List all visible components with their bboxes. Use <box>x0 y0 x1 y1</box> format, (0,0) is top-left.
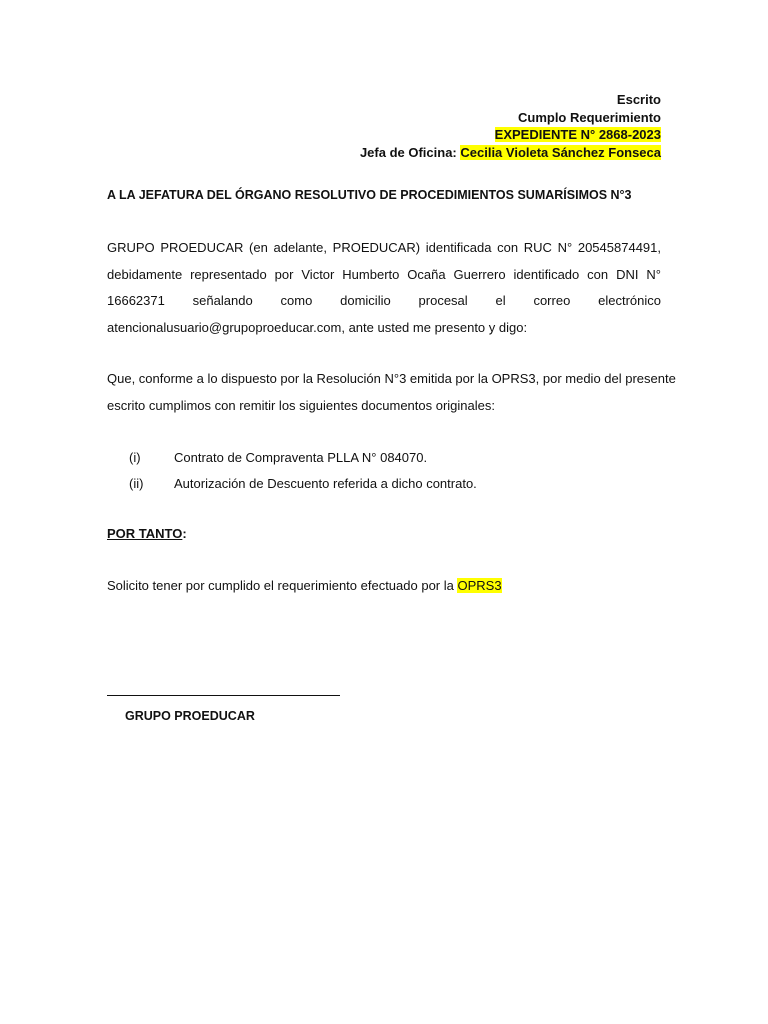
signature-line <box>107 695 340 696</box>
document-subject: Cumplo Requerimiento <box>517 109 661 125</box>
intro-line-3: 16662371 señalando como domicilio procesal el correo electrónico <box>107 293 661 308</box>
intro-line-2: debidamente representado por Victor Humberto Ocaña Guerrero identificado con DNI N° <box>107 266 661 282</box>
office-head-label: Jefa de Oficina: <box>359 144 461 160</box>
list-item <box>129 471 477 497</box>
list-item-text: Contrato de Compraventa PLLA N° 084070. <box>174 450 428 465</box>
por-tanto-heading <box>107 526 187 541</box>
request-text: Solicito tener por cumplido el requerimiento efectuado por la <box>107 578 458 593</box>
request-line <box>107 578 502 593</box>
documents-list <box>129 445 477 496</box>
intro-line-1: GRUPO PROEDUCAR (en adelante, PROEDUCAR) identificada con RUC N° 20545874491, <box>107 240 661 255</box>
signature-name: GRUPO PROEDUCAR <box>125 709 255 723</box>
document-header <box>360 91 661 161</box>
office-head-name: Cecilia Violeta Sánchez Fonseca <box>460 144 661 160</box>
case-number-line <box>360 126 661 144</box>
intro-paragraph <box>107 235 661 341</box>
list-item-text: Autorización de Descuento referida a dicho contrato. <box>174 475 477 491</box>
addressee: A LA JEFATURA DEL ÓRGANO RESOLUTIVO DE PROCEDIMIENTOS SUMARÍSIMOS N°3 <box>107 188 632 202</box>
list-item-number: (ii) <box>129 475 144 491</box>
compliance-paragraph <box>107 366 676 419</box>
case-number: EXPEDIENTE N° 2868-2023 <box>494 127 661 142</box>
list-item-number: (i) <box>129 450 141 465</box>
list-item <box>129 445 477 471</box>
por-tanto-label: POR TANTO <box>107 526 183 541</box>
request-highlight: OPRS3 <box>457 578 502 593</box>
intro-line-4: atencionalusuario@grupoproeducar.com, ante usted me presento y digo: <box>107 319 528 335</box>
compliance-line-1: Que, conforme a lo dispuesto por la Resolución N°3 emitida por la OPRS3, por medio del presente <box>107 371 676 386</box>
por-tanto-colon: : <box>182 526 187 541</box>
compliance-line-2: escrito cumplimos con remitir los siguientes documentos originales: <box>107 397 495 413</box>
office-head-line <box>360 144 661 162</box>
document-type: Escrito <box>616 92 661 107</box>
